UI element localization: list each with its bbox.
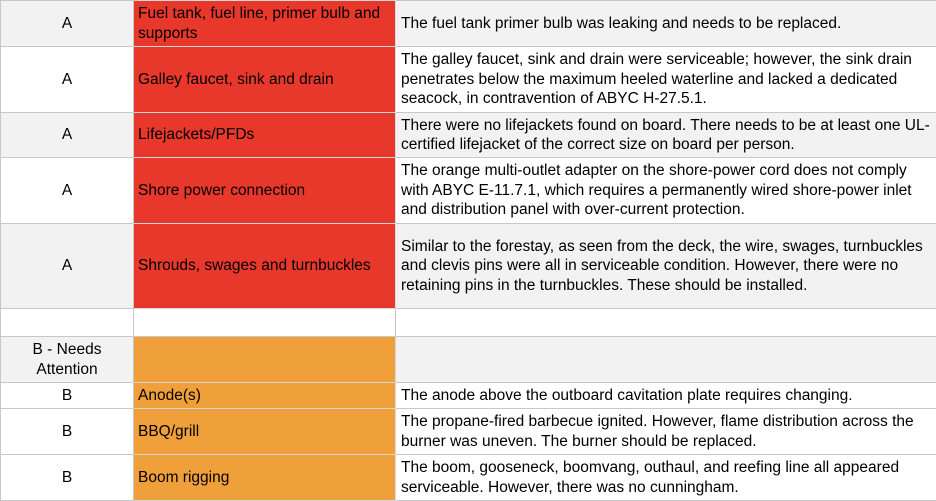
finding-cell: The galley faucet, sink and drain were serviceable; however, the sink drain penetrates below the maximum heeled waterline and lacked a dedicated seacock, in contravention of ABYC H-27.5.1. [396,47,936,113]
rating-cell: A [1,1,134,47]
section-finding-cell [396,337,936,383]
rating-cell: B [1,383,134,409]
table-row [1,455,936,501]
empty-cell [134,309,396,337]
table-row [1,158,936,224]
rating-cell: B [1,409,134,455]
rating-cell: B [1,455,134,501]
spacer-row [1,309,936,337]
item-cell: Lifejackets/PFDs [134,113,396,158]
section-header-row [1,337,936,383]
finding-cell: The propane-fired barbecue ignited. However, flame distribution across the burner was uneven. The burner should be replaced. [396,409,936,455]
empty-cell [1,309,134,337]
item-cell: Shore power connection [134,158,396,224]
item-cell: BBQ/grill [134,409,396,455]
rating-cell: A [1,158,134,224]
section-item-cell [134,337,396,383]
item-cell: Galley faucet, sink and drain [134,47,396,113]
section-title: B - Needs Attention [1,337,134,383]
table-row [1,409,936,455]
item-cell: Boom rigging [134,455,396,501]
empty-cell [396,309,936,337]
finding-cell: The orange multi-outlet adapter on the shore-power cord does not comply with ABYC E-11.7.1, which requires a permanently wired shore-power inlet and distribution panel with over-current protection. [396,158,936,224]
item-cell: Anode(s) [134,383,396,409]
finding-cell: Similar to the forestay, as seen from the deck, the wire, swages, turnbuckles and clevis pins were all in serviceable condition. However, there were no retaining pins in the turnbuckles. These should be installed. [396,224,936,309]
rating-cell: A [1,113,134,158]
finding-cell: The fuel tank primer bulb was leaking and needs to be replaced. [396,1,936,47]
table-row [1,47,936,113]
item-cell: Fuel tank, fuel line, primer bulb and supports [134,1,396,47]
item-cell: Shrouds, swages and turnbuckles [134,224,396,309]
table-row [1,1,936,47]
finding-cell: There were no lifejackets found on board. There needs to be at least one UL-certified lifejacket of the correct size on board per person. [396,113,936,158]
table-row [1,224,936,309]
rating-cell: A [1,47,134,113]
finding-cell: The anode above the outboard cavitation plate requires changing. [396,383,936,409]
table-row [1,113,936,158]
rating-cell: A [1,224,134,309]
finding-cell: The boom, gooseneck, boomvang, outhaul, and reefing line all appeared serviceable. However, there was no cunningham. [396,455,936,501]
table-row [1,383,936,409]
